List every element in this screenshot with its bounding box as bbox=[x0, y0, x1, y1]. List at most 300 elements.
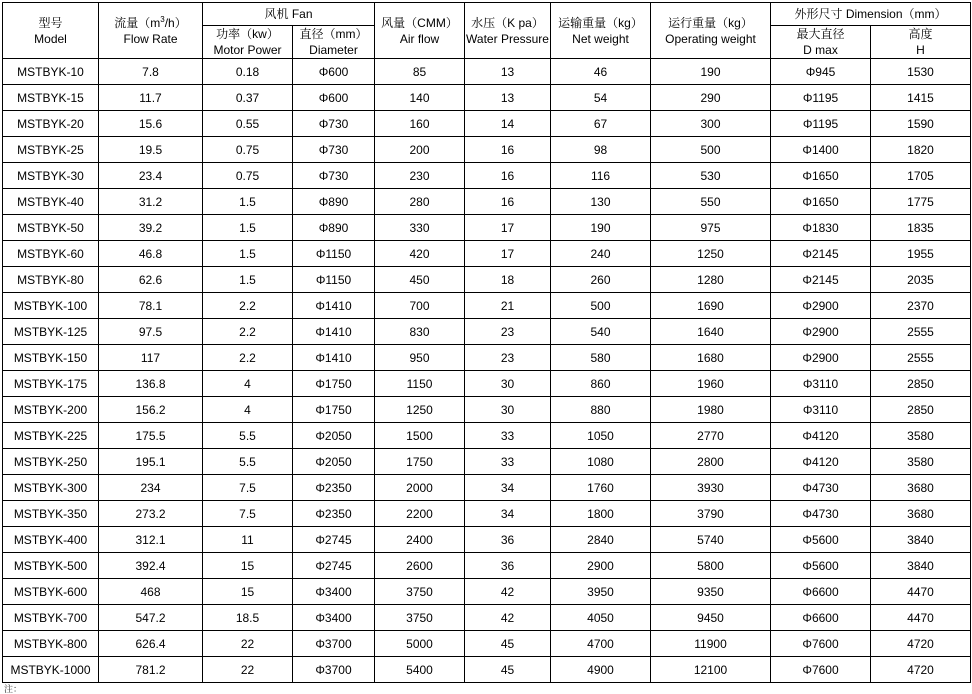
cell-net-weight: 500 bbox=[551, 293, 651, 319]
cell-flow: 312.1 bbox=[99, 527, 203, 553]
table-row bbox=[3, 605, 971, 631]
cell-diameter: Φ1750 bbox=[293, 371, 375, 397]
table-row bbox=[3, 59, 971, 85]
cell-airflow: 85 bbox=[375, 59, 465, 85]
column-header-motor-power-en: Motor Power bbox=[213, 43, 282, 58]
table-body bbox=[3, 59, 971, 683]
cell-water-pressure: 45 bbox=[465, 657, 551, 683]
cell-airflow: 1500 bbox=[375, 423, 465, 449]
cell-model: MSTBYK-600 bbox=[3, 579, 99, 605]
column-header-net-weight bbox=[551, 3, 651, 59]
cell-airflow: 200 bbox=[375, 137, 465, 163]
cell-net-weight: 1050 bbox=[551, 423, 651, 449]
cell-diameter: Φ890 bbox=[293, 189, 375, 215]
cell-operating-weight: 9350 bbox=[651, 579, 771, 605]
cell-power: 18.5 bbox=[203, 605, 293, 631]
cell-flow: 547.2 bbox=[99, 605, 203, 631]
cell-flow: 175.5 bbox=[99, 423, 203, 449]
cell-height: 2555 bbox=[871, 345, 971, 371]
cell-dmax: Φ2145 bbox=[771, 241, 871, 267]
column-header-diameter bbox=[293, 26, 375, 59]
column-header-height-cn: 高度 bbox=[908, 27, 933, 41]
cell-model: MSTBYK-250 bbox=[3, 449, 99, 475]
cell-model: MSTBYK-350 bbox=[3, 501, 99, 527]
cell-power: 2.2 bbox=[203, 293, 293, 319]
cell-airflow: 700 bbox=[375, 293, 465, 319]
column-group-header-dimension: 外形尺寸 Dimension（mm） bbox=[771, 3, 971, 26]
cell-height: 4470 bbox=[871, 605, 971, 631]
cell-height: 2370 bbox=[871, 293, 971, 319]
cell-dmax: Φ5600 bbox=[771, 553, 871, 579]
cell-operating-weight: 1690 bbox=[651, 293, 771, 319]
column-header-flow-rate bbox=[99, 3, 203, 59]
cell-diameter: Φ600 bbox=[293, 59, 375, 85]
cell-operating-weight: 12100 bbox=[651, 657, 771, 683]
cell-height: 2850 bbox=[871, 371, 971, 397]
cell-diameter: Φ730 bbox=[293, 137, 375, 163]
cell-water-pressure: 34 bbox=[465, 501, 551, 527]
cell-flow: 781.2 bbox=[99, 657, 203, 683]
cell-flow: 626.4 bbox=[99, 631, 203, 657]
table-row bbox=[3, 371, 971, 397]
cell-net-weight: 130 bbox=[551, 189, 651, 215]
cell-power: 15 bbox=[203, 579, 293, 605]
cell-airflow: 1750 bbox=[375, 449, 465, 475]
cell-power: 5.5 bbox=[203, 423, 293, 449]
cell-net-weight: 880 bbox=[551, 397, 651, 423]
cell-operating-weight: 3930 bbox=[651, 475, 771, 501]
cell-net-weight: 98 bbox=[551, 137, 651, 163]
cell-dmax: Φ945 bbox=[771, 59, 871, 85]
cell-height: 1955 bbox=[871, 241, 971, 267]
cell-height: 1820 bbox=[871, 137, 971, 163]
cell-operating-weight: 1960 bbox=[651, 371, 771, 397]
cell-flow: 46.8 bbox=[99, 241, 203, 267]
cell-airflow: 1250 bbox=[375, 397, 465, 423]
cell-net-weight: 1080 bbox=[551, 449, 651, 475]
cell-power: 22 bbox=[203, 657, 293, 683]
cell-height: 1705 bbox=[871, 163, 971, 189]
cell-diameter: Φ730 bbox=[293, 163, 375, 189]
cell-operating-weight: 190 bbox=[651, 59, 771, 85]
column-header-model-cn: 型号 bbox=[38, 15, 63, 30]
cell-flow: 62.6 bbox=[99, 267, 203, 293]
cell-operating-weight: 550 bbox=[651, 189, 771, 215]
column-header-motor-power-cn: 功率（kw） bbox=[216, 27, 279, 41]
cell-dmax: Φ4730 bbox=[771, 475, 871, 501]
cell-model: MSTBYK-80 bbox=[3, 267, 99, 293]
cell-diameter: Φ2050 bbox=[293, 449, 375, 475]
cell-height: 4470 bbox=[871, 579, 971, 605]
cell-dmax: Φ1830 bbox=[771, 215, 871, 241]
cell-height: 3840 bbox=[871, 527, 971, 553]
cell-power: 1.5 bbox=[203, 241, 293, 267]
cell-diameter: Φ1150 bbox=[293, 241, 375, 267]
table-row bbox=[3, 397, 971, 423]
cell-flow: 31.2 bbox=[99, 189, 203, 215]
cell-airflow: 830 bbox=[375, 319, 465, 345]
cell-power: 0.75 bbox=[203, 163, 293, 189]
cell-power: 1.5 bbox=[203, 267, 293, 293]
table-row bbox=[3, 579, 971, 605]
cell-airflow: 3750 bbox=[375, 579, 465, 605]
cell-model: MSTBYK-175 bbox=[3, 371, 99, 397]
cell-water-pressure: 33 bbox=[465, 423, 551, 449]
cell-airflow: 2600 bbox=[375, 553, 465, 579]
cell-flow: 468 bbox=[99, 579, 203, 605]
cell-flow: 78.1 bbox=[99, 293, 203, 319]
cell-water-pressure: 21 bbox=[465, 293, 551, 319]
cell-height: 2555 bbox=[871, 319, 971, 345]
cell-power: 7.5 bbox=[203, 501, 293, 527]
cell-height: 3580 bbox=[871, 449, 971, 475]
cell-net-weight: 2900 bbox=[551, 553, 651, 579]
cell-airflow: 3750 bbox=[375, 605, 465, 631]
cell-power: 4 bbox=[203, 397, 293, 423]
cell-diameter: Φ2050 bbox=[293, 423, 375, 449]
cell-water-pressure: 36 bbox=[465, 553, 551, 579]
cell-diameter: Φ1750 bbox=[293, 397, 375, 423]
cell-water-pressure: 42 bbox=[465, 579, 551, 605]
cell-diameter: Φ3700 bbox=[293, 657, 375, 683]
cell-flow: 392.4 bbox=[99, 553, 203, 579]
cell-height: 2850 bbox=[871, 397, 971, 423]
cell-model: MSTBYK-60 bbox=[3, 241, 99, 267]
specification-table bbox=[2, 2, 971, 683]
table-row bbox=[3, 163, 971, 189]
cell-dmax: Φ1650 bbox=[771, 189, 871, 215]
cell-model: MSTBYK-1000 bbox=[3, 657, 99, 683]
cell-model: MSTBYK-125 bbox=[3, 319, 99, 345]
header-row-top bbox=[3, 3, 971, 26]
cell-dmax: Φ4120 bbox=[771, 423, 871, 449]
cell-diameter: Φ890 bbox=[293, 215, 375, 241]
cell-operating-weight: 2800 bbox=[651, 449, 771, 475]
cell-model: MSTBYK-15 bbox=[3, 85, 99, 111]
cell-water-pressure: 13 bbox=[465, 59, 551, 85]
cell-operating-weight: 1680 bbox=[651, 345, 771, 371]
cell-power: 5.5 bbox=[203, 449, 293, 475]
cell-diameter: Φ1410 bbox=[293, 345, 375, 371]
cell-net-weight: 4900 bbox=[551, 657, 651, 683]
table-row bbox=[3, 319, 971, 345]
cell-operating-weight: 500 bbox=[651, 137, 771, 163]
cell-model: MSTBYK-800 bbox=[3, 631, 99, 657]
cell-model: MSTBYK-400 bbox=[3, 527, 99, 553]
cell-airflow: 160 bbox=[375, 111, 465, 137]
cell-net-weight: 860 bbox=[551, 371, 651, 397]
cell-height: 4720 bbox=[871, 657, 971, 683]
cell-water-pressure: 23 bbox=[465, 319, 551, 345]
cell-power: 4 bbox=[203, 371, 293, 397]
cell-dmax: Φ7600 bbox=[771, 657, 871, 683]
cell-height: 2035 bbox=[871, 267, 971, 293]
cell-power: 2.2 bbox=[203, 319, 293, 345]
column-header-net-weight-cn: 运输重量（kg） bbox=[558, 15, 643, 30]
cell-operating-weight: 1280 bbox=[651, 267, 771, 293]
cell-diameter: Φ1410 bbox=[293, 319, 375, 345]
cell-power: 15 bbox=[203, 553, 293, 579]
column-header-d-max-en: D max bbox=[803, 43, 838, 58]
table-row bbox=[3, 85, 971, 111]
cell-dmax: Φ2145 bbox=[771, 267, 871, 293]
cell-flow: 273.2 bbox=[99, 501, 203, 527]
cell-operating-weight: 1980 bbox=[651, 397, 771, 423]
cell-diameter: Φ3400 bbox=[293, 605, 375, 631]
column-header-air-flow bbox=[375, 3, 465, 59]
table-row bbox=[3, 631, 971, 657]
cell-height: 3840 bbox=[871, 553, 971, 579]
cell-water-pressure: 17 bbox=[465, 215, 551, 241]
column-group-header-fan: 风机 Fan bbox=[203, 3, 375, 26]
cell-airflow: 140 bbox=[375, 85, 465, 111]
cell-power: 0.75 bbox=[203, 137, 293, 163]
table-row bbox=[3, 475, 971, 501]
cell-dmax: Φ6600 bbox=[771, 605, 871, 631]
column-header-air-flow-en: Air flow bbox=[399, 31, 440, 46]
cell-model: MSTBYK-25 bbox=[3, 137, 99, 163]
cell-height: 1415 bbox=[871, 85, 971, 111]
cell-water-pressure: 42 bbox=[465, 605, 551, 631]
cell-water-pressure: 34 bbox=[465, 475, 551, 501]
table-row bbox=[3, 657, 971, 683]
cell-dmax: Φ2900 bbox=[771, 293, 871, 319]
cell-operating-weight: 2770 bbox=[651, 423, 771, 449]
column-header-operating-weight-cn: 运行重量（kg） bbox=[668, 15, 753, 30]
cell-diameter: Φ730 bbox=[293, 111, 375, 137]
cell-dmax: Φ1650 bbox=[771, 163, 871, 189]
cell-dmax: Φ4120 bbox=[771, 449, 871, 475]
table-row bbox=[3, 293, 971, 319]
cell-operating-weight: 530 bbox=[651, 163, 771, 189]
cell-net-weight: 190 bbox=[551, 215, 651, 241]
column-header-net-weight-en: Net weight bbox=[572, 31, 629, 46]
table-row bbox=[3, 345, 971, 371]
column-header-operating-weight-en: Operating weight bbox=[665, 31, 756, 46]
cell-flow: 156.2 bbox=[99, 397, 203, 423]
column-header-diameter-en: Diameter bbox=[309, 43, 358, 58]
cell-operating-weight: 5800 bbox=[651, 553, 771, 579]
column-header-water-pressure-cn: 水压（K pa） bbox=[471, 15, 544, 30]
cell-operating-weight: 290 bbox=[651, 85, 771, 111]
cell-model: MSTBYK-40 bbox=[3, 189, 99, 215]
cell-dmax: Φ1195 bbox=[771, 111, 871, 137]
cell-flow: 39.2 bbox=[99, 215, 203, 241]
column-header-water-pressure-en: Water Pressure bbox=[466, 31, 549, 46]
cell-water-pressure: 23 bbox=[465, 345, 551, 371]
cell-dmax: Φ6600 bbox=[771, 579, 871, 605]
cell-dmax: Φ5600 bbox=[771, 527, 871, 553]
cell-dmax: Φ2900 bbox=[771, 319, 871, 345]
cell-flow: 136.8 bbox=[99, 371, 203, 397]
cell-net-weight: 67 bbox=[551, 111, 651, 137]
cell-airflow: 950 bbox=[375, 345, 465, 371]
cell-diameter: Φ1410 bbox=[293, 293, 375, 319]
cell-water-pressure: 30 bbox=[465, 397, 551, 423]
cell-model: MSTBYK-700 bbox=[3, 605, 99, 631]
cell-net-weight: 46 bbox=[551, 59, 651, 85]
cell-water-pressure: 16 bbox=[465, 137, 551, 163]
cell-water-pressure: 33 bbox=[465, 449, 551, 475]
cell-flow: 11.7 bbox=[99, 85, 203, 111]
cell-diameter: Φ1150 bbox=[293, 267, 375, 293]
cell-operating-weight: 300 bbox=[651, 111, 771, 137]
table-row bbox=[3, 267, 971, 293]
cell-model: MSTBYK-50 bbox=[3, 215, 99, 241]
table-header bbox=[3, 3, 971, 59]
cell-flow: 7.8 bbox=[99, 59, 203, 85]
cell-water-pressure: 17 bbox=[465, 241, 551, 267]
column-header-water-pressure bbox=[465, 3, 551, 59]
column-header-air-flow-cn: 风量（CMM） bbox=[381, 15, 458, 30]
cell-diameter: Φ2745 bbox=[293, 553, 375, 579]
cell-dmax: Φ7600 bbox=[771, 631, 871, 657]
cell-net-weight: 260 bbox=[551, 267, 651, 293]
cell-power: 1.5 bbox=[203, 189, 293, 215]
cell-water-pressure: 13 bbox=[465, 85, 551, 111]
cell-operating-weight: 975 bbox=[651, 215, 771, 241]
cell-dmax: Φ1195 bbox=[771, 85, 871, 111]
column-header-d-max bbox=[771, 26, 871, 59]
table-row bbox=[3, 241, 971, 267]
cell-net-weight: 540 bbox=[551, 319, 651, 345]
cell-operating-weight: 1250 bbox=[651, 241, 771, 267]
column-header-height-en: H bbox=[916, 43, 925, 58]
cell-net-weight: 4700 bbox=[551, 631, 651, 657]
cell-operating-weight: 5740 bbox=[651, 527, 771, 553]
cell-diameter: Φ600 bbox=[293, 85, 375, 111]
footnote: 注： bbox=[4, 684, 23, 694]
cell-airflow: 2000 bbox=[375, 475, 465, 501]
cell-net-weight: 1800 bbox=[551, 501, 651, 527]
cell-power: 11 bbox=[203, 527, 293, 553]
table-row bbox=[3, 501, 971, 527]
cell-water-pressure: 16 bbox=[465, 189, 551, 215]
cell-operating-weight: 11900 bbox=[651, 631, 771, 657]
cell-net-weight: 1760 bbox=[551, 475, 651, 501]
cell-model: MSTBYK-30 bbox=[3, 163, 99, 189]
cell-flow: 117 bbox=[99, 345, 203, 371]
cell-dmax: Φ1400 bbox=[771, 137, 871, 163]
cell-net-weight: 240 bbox=[551, 241, 651, 267]
cell-height: 1590 bbox=[871, 111, 971, 137]
cell-airflow: 450 bbox=[375, 267, 465, 293]
cell-net-weight: 2840 bbox=[551, 527, 651, 553]
table-row bbox=[3, 553, 971, 579]
cell-operating-weight: 1640 bbox=[651, 319, 771, 345]
column-header-diameter-cn: 直径（mm） bbox=[299, 27, 368, 41]
cell-model: MSTBYK-200 bbox=[3, 397, 99, 423]
cell-airflow: 330 bbox=[375, 215, 465, 241]
cell-diameter: Φ2745 bbox=[293, 527, 375, 553]
cell-model: MSTBYK-20 bbox=[3, 111, 99, 137]
cell-diameter: Φ2350 bbox=[293, 475, 375, 501]
cell-flow: 23.4 bbox=[99, 163, 203, 189]
table-row bbox=[3, 449, 971, 475]
superscript-3: 3 bbox=[160, 14, 165, 24]
cell-airflow: 280 bbox=[375, 189, 465, 215]
cell-power: 7.5 bbox=[203, 475, 293, 501]
cell-airflow: 5000 bbox=[375, 631, 465, 657]
cell-net-weight: 4050 bbox=[551, 605, 651, 631]
cell-water-pressure: 30 bbox=[465, 371, 551, 397]
cell-height: 3580 bbox=[871, 423, 971, 449]
cell-airflow: 420 bbox=[375, 241, 465, 267]
cell-power: 22 bbox=[203, 631, 293, 657]
cell-height: 3680 bbox=[871, 501, 971, 527]
cell-airflow: 230 bbox=[375, 163, 465, 189]
cell-power: 0.37 bbox=[203, 85, 293, 111]
cell-model: MSTBYK-10 bbox=[3, 59, 99, 85]
column-header-flow-rate-en: Flow Rate bbox=[123, 31, 178, 46]
cell-height: 3680 bbox=[871, 475, 971, 501]
cell-flow: 19.5 bbox=[99, 137, 203, 163]
table-row bbox=[3, 137, 971, 163]
cell-height: 1775 bbox=[871, 189, 971, 215]
cell-airflow: 2400 bbox=[375, 527, 465, 553]
cell-water-pressure: 18 bbox=[465, 267, 551, 293]
cell-water-pressure: 45 bbox=[465, 631, 551, 657]
table-row bbox=[3, 215, 971, 241]
table-row bbox=[3, 527, 971, 553]
cell-height: 1530 bbox=[871, 59, 971, 85]
cell-net-weight: 116 bbox=[551, 163, 651, 189]
cell-net-weight: 3950 bbox=[551, 579, 651, 605]
cell-flow: 234 bbox=[99, 475, 203, 501]
cell-model: MSTBYK-150 bbox=[3, 345, 99, 371]
table-row bbox=[3, 111, 971, 137]
cell-dmax: Φ2900 bbox=[771, 345, 871, 371]
cell-diameter: Φ2350 bbox=[293, 501, 375, 527]
column-header-flow-rate-cn: 流量$(m^3/h)$ bbox=[114, 14, 187, 30]
cell-dmax: Φ3110 bbox=[771, 397, 871, 423]
cell-model: MSTBYK-500 bbox=[3, 553, 99, 579]
cell-water-pressure: 36 bbox=[465, 527, 551, 553]
cell-flow: 15.6 bbox=[99, 111, 203, 137]
cell-net-weight: 580 bbox=[551, 345, 651, 371]
cell-diameter: Φ3700 bbox=[293, 631, 375, 657]
cell-power: 1.5 bbox=[203, 215, 293, 241]
cell-flow: 195.1 bbox=[99, 449, 203, 475]
cell-power: 2.2 bbox=[203, 345, 293, 371]
cell-model: MSTBYK-100 bbox=[3, 293, 99, 319]
cell-power: 0.55 bbox=[203, 111, 293, 137]
table-row bbox=[3, 189, 971, 215]
cell-height: 1835 bbox=[871, 215, 971, 241]
cell-dmax: Φ3110 bbox=[771, 371, 871, 397]
cell-diameter: Φ3400 bbox=[293, 579, 375, 605]
cell-net-weight: 54 bbox=[551, 85, 651, 111]
cell-flow: 97.5 bbox=[99, 319, 203, 345]
cell-model: MSTBYK-300 bbox=[3, 475, 99, 501]
cell-water-pressure: 16 bbox=[465, 163, 551, 189]
cell-power: 0.18 bbox=[203, 59, 293, 85]
column-header-motor-power bbox=[203, 26, 293, 59]
cell-height: 4720 bbox=[871, 631, 971, 657]
cell-operating-weight: 3790 bbox=[651, 501, 771, 527]
column-header-operating-weight bbox=[651, 3, 771, 59]
column-header-d-max-cn: 最大直径 bbox=[796, 27, 845, 41]
column-header-model bbox=[3, 3, 99, 59]
column-header-height bbox=[871, 26, 971, 59]
cell-airflow: 2200 bbox=[375, 501, 465, 527]
cell-operating-weight: 9450 bbox=[651, 605, 771, 631]
cell-airflow: 1150 bbox=[375, 371, 465, 397]
column-header-model-en: Model bbox=[34, 31, 67, 46]
cell-water-pressure: 14 bbox=[465, 111, 551, 137]
cell-model: MSTBYK-225 bbox=[3, 423, 99, 449]
table-row bbox=[3, 423, 971, 449]
